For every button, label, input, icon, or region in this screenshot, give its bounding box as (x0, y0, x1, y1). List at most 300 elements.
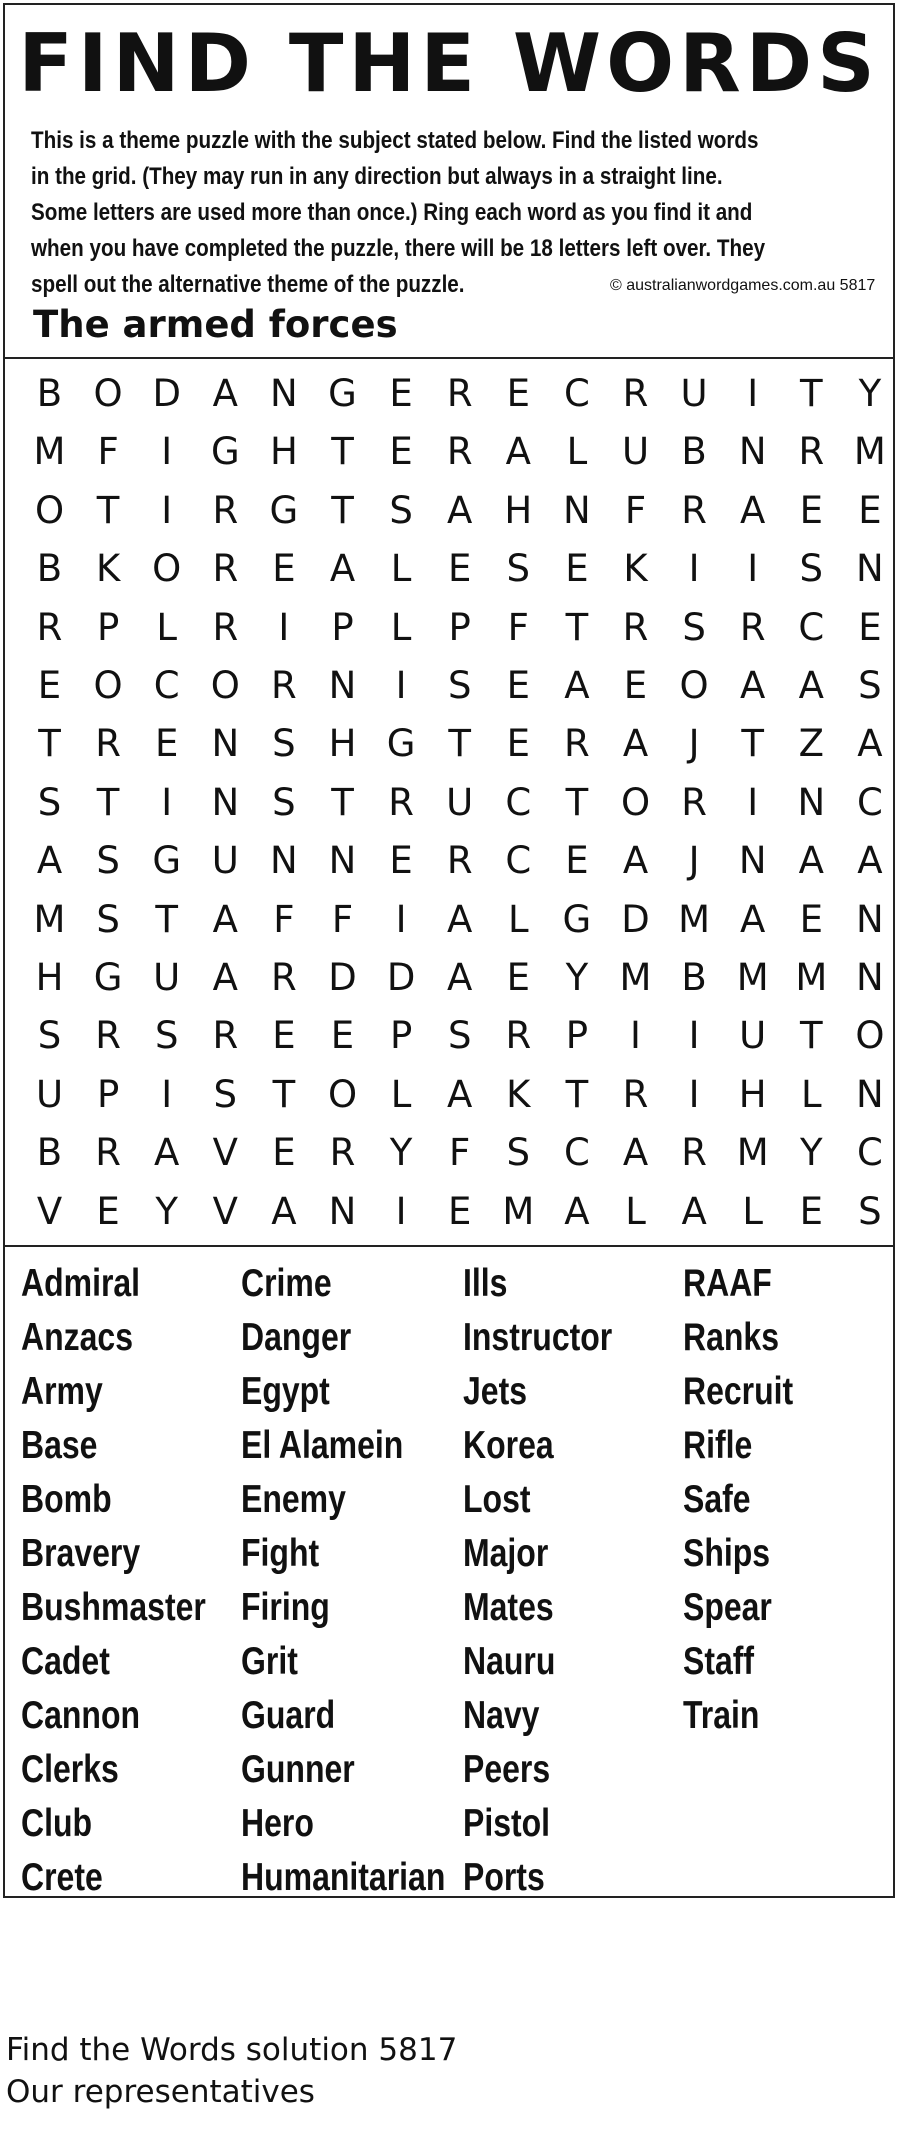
grid-letter: E (272, 547, 296, 591)
grid-letter: N (211, 722, 240, 766)
grid-letter: R (95, 722, 121, 766)
word-item: Instructor (463, 1316, 613, 1359)
grid-letter: H (35, 956, 64, 999)
grid-letter: M (33, 897, 66, 941)
grid-letter: F (273, 897, 295, 941)
grid-letter: V (212, 1189, 238, 1233)
word-item: Base (21, 1424, 98, 1467)
word-item: Peers (463, 1748, 551, 1791)
grid-letter: O (620, 780, 651, 824)
grid-letter: A (329, 547, 356, 591)
word-item: Humanitarian (241, 1856, 446, 1899)
grid-letter: E (858, 605, 882, 649)
grid-letter: G (210, 430, 240, 474)
grid-letter: L (566, 430, 588, 474)
grid-letter: E (565, 547, 589, 591)
grid-letter: I (395, 897, 407, 941)
grid-letter: E (272, 1014, 296, 1058)
grid-letter: S (447, 1014, 472, 1058)
word-item: Ports (463, 1856, 545, 1899)
grid-row (5, 657, 893, 715)
grid-letter: D (152, 372, 181, 415)
word-item: Navy (463, 1694, 540, 1737)
grid-letter: L (742, 1189, 763, 1233)
grid-letter: N (856, 1072, 884, 1116)
grid-letter: L (625, 1189, 646, 1233)
grid-letter: L (390, 605, 412, 649)
grid-letter: H (504, 488, 533, 532)
grid-letter: K (506, 1072, 531, 1116)
grid-letter: A (212, 372, 238, 415)
grid-letter: S (213, 1072, 238, 1116)
grid-letter: R (95, 1131, 121, 1175)
grid-letter: N (211, 780, 240, 824)
grid-letter: D (621, 897, 650, 941)
grid-letter: G (269, 488, 299, 532)
grid-letter: R (446, 372, 473, 415)
word-item: Guard (241, 1694, 336, 1737)
grid-letter: S (506, 547, 531, 591)
solution-label: Find the Words solution 5817 (6, 2032, 458, 2068)
word-item: Jets (463, 1370, 528, 1413)
grid-letter: N (328, 839, 357, 883)
grid-letter: R (212, 547, 239, 591)
grid-letter: T (565, 780, 589, 824)
grid-letter: I (688, 1014, 700, 1058)
grid-letter: F (624, 488, 647, 532)
grid-letter: O (679, 664, 709, 707)
grid-letter: U (211, 839, 239, 883)
grid-letter: H (269, 430, 298, 474)
grid-letter: J (688, 839, 700, 883)
instructions-line: This is a theme puzzle with the subject stated below. Find the listed words (31, 127, 759, 154)
grid-letter: P (96, 605, 120, 649)
grid-letter: T (96, 488, 120, 532)
grid-letter: H (738, 1072, 767, 1116)
grid-letter: O (93, 372, 123, 415)
grid-letter: M (678, 897, 711, 941)
grid-letter: C (153, 664, 180, 707)
word-item: Pistol (463, 1802, 551, 1845)
grid-letter: S (389, 488, 413, 532)
grid-letter: G (562, 897, 592, 941)
grid-row (5, 540, 893, 598)
grid-letter: N (856, 956, 884, 999)
grid-letter: R (271, 956, 297, 999)
grid-letter: R (622, 605, 649, 649)
word-item: Firing (241, 1586, 330, 1629)
grid-letter: R (446, 430, 473, 474)
puzzle-title: FIND THE WORDS (18, 17, 880, 110)
grid-letter: O (327, 1072, 358, 1116)
word-item: Major (463, 1532, 549, 1575)
grid-letter: B (36, 547, 63, 591)
grid-letter: O (34, 488, 65, 532)
grid-letter: A (447, 897, 473, 941)
grid-letter: S (96, 897, 120, 941)
grid-letter: Y (389, 1131, 413, 1175)
grid-letter: C (563, 372, 590, 415)
grid-letter: N (797, 780, 826, 824)
grid-letter: T (799, 372, 823, 415)
grid-letter: C (505, 780, 532, 824)
grid-letter: I (395, 1189, 407, 1233)
instructions-line: in the grid. (They may run in any direction but always in a straight line. (31, 163, 723, 190)
grid-row (5, 365, 893, 423)
grid-letter: A (212, 897, 238, 941)
grid-letter: Y (565, 956, 589, 999)
grid-letter: M (502, 1189, 535, 1233)
grid-letter: E (37, 664, 62, 707)
puzzle-frame (3, 3, 895, 1898)
letter-grid (5, 365, 893, 1241)
grid-letter: S (858, 664, 882, 707)
grid-letter: G (386, 722, 416, 766)
grid-letter: T (565, 605, 589, 649)
word-column (21, 1257, 246, 1905)
grid-letter: S (858, 1189, 882, 1233)
grid-row (5, 891, 893, 949)
word-item: Train (683, 1694, 760, 1737)
word-column (463, 1257, 645, 1905)
grid-letter: T (331, 780, 354, 824)
word-item: Admiral (21, 1262, 141, 1305)
word-item: Grit (241, 1640, 298, 1683)
grid-letter: A (622, 1131, 649, 1175)
grid-letter: S (506, 1131, 531, 1175)
grid-letter: A (857, 722, 883, 766)
grid-letter: O (210, 664, 240, 707)
grid-row (5, 1007, 893, 1065)
grid-letter: O (855, 1014, 885, 1058)
grid-letter: N (328, 1189, 357, 1233)
grid-letter: F (331, 897, 354, 941)
representatives-label: Our representatives (6, 2074, 315, 2110)
grid-letter: R (271, 664, 297, 707)
grid-letter: A (154, 1131, 180, 1175)
grid-letter: L (156, 605, 177, 649)
grid-letter: R (681, 780, 707, 824)
grid-letter: S (96, 839, 120, 883)
word-item: Rifle (683, 1424, 753, 1467)
grid-letter: V (212, 1131, 238, 1175)
grid-letter: P (448, 605, 471, 649)
grid-letter: E (389, 430, 413, 474)
grid-letter: T (448, 722, 471, 766)
word-item: Bomb (21, 1478, 112, 1521)
grid-letter: E (447, 1189, 472, 1233)
word-item: Clerks (21, 1748, 119, 1791)
grid-letter: B (681, 430, 707, 474)
word-item: RAAF (683, 1262, 772, 1305)
grid-letter: R (388, 780, 414, 824)
grid-letter: O (93, 664, 123, 707)
grid-letter: C (505, 839, 532, 883)
grid-row (5, 715, 893, 773)
grid-letter: A (798, 664, 824, 707)
word-item: Crete (21, 1856, 103, 1899)
grid-letter: A (447, 1072, 473, 1116)
grid-letter: T (331, 488, 354, 532)
grid-letter: H (328, 722, 357, 766)
grid-letter: T (38, 722, 61, 766)
grid-letter: A (740, 664, 766, 707)
grid-letter: G (152, 839, 182, 883)
grid-letter: R (446, 839, 473, 883)
word-item: Club (21, 1802, 93, 1845)
grid-letter: I (688, 1072, 700, 1116)
word-item: Mates (463, 1586, 554, 1629)
word-item: Hero (241, 1802, 314, 1845)
grid-letter: E (565, 839, 589, 883)
grid-letter: D (328, 956, 357, 999)
grid-letter: E (506, 664, 530, 707)
grid-letter: N (856, 547, 884, 591)
grid-letter: T (741, 722, 764, 766)
grid-letter: A (740, 488, 766, 532)
grid-letter: R (36, 605, 63, 649)
word-item: Army (21, 1370, 103, 1413)
grid-letter: Z (798, 722, 824, 766)
grid-letter: M (736, 956, 769, 999)
grid-letter: M (736, 1131, 769, 1175)
grid-letter: I (395, 664, 407, 707)
grid-letter: I (747, 372, 759, 415)
grid-letter: A (564, 1189, 590, 1233)
grid-letter: S (272, 722, 296, 766)
grid-letter: N (563, 488, 591, 532)
grid-letter: I (161, 488, 173, 532)
grid-letter: O (152, 547, 182, 591)
grid-letter: B (36, 372, 63, 415)
grid-row (5, 423, 893, 481)
grid-letter: A (622, 722, 649, 766)
grid-letter: R (212, 605, 239, 649)
word-item: Safe (683, 1478, 751, 1521)
grid-letter: T (96, 780, 120, 824)
grid-letter: N (328, 664, 357, 707)
grid-letter: L (390, 1072, 412, 1116)
grid-letter: M (853, 430, 886, 474)
grid-letter: R (681, 1131, 707, 1175)
grid-letter: E (799, 488, 823, 532)
grid-letter: B (36, 1131, 63, 1175)
grid-letter: Y (858, 372, 882, 415)
grid-letter: S (154, 1014, 179, 1058)
grid-letter: I (161, 780, 173, 824)
grid-letter: N (270, 839, 298, 883)
grid-letter: I (278, 605, 290, 649)
word-item: Ranks (683, 1316, 779, 1359)
grid-letter: N (856, 897, 884, 941)
grid-letter: N (738, 430, 767, 474)
word-item: Ships (683, 1532, 771, 1575)
grid-letter: S (447, 664, 472, 707)
grid-letter: R (95, 1014, 121, 1058)
grid-letter: E (506, 956, 530, 999)
grid-letter: N (738, 839, 767, 883)
grid-letter: A (447, 488, 473, 532)
grid-letter: K (95, 547, 121, 591)
grid-letter: E (330, 1014, 355, 1058)
grid-letter: E (858, 488, 882, 532)
grid-letter: R (622, 1072, 649, 1116)
grid-row (5, 599, 893, 657)
grid-letter: S (37, 1014, 62, 1058)
grid-letter: J (688, 722, 700, 766)
word-item: Crime (241, 1262, 332, 1305)
grid-letter: L (507, 897, 529, 941)
grid-letter: F (97, 430, 119, 474)
word-item: Recruit (683, 1370, 794, 1413)
grid-letter: U (621, 430, 650, 474)
grid-letter: B (681, 956, 707, 999)
grid-letter: U (739, 1014, 767, 1058)
grid-letter: C (856, 1131, 883, 1175)
grid-letter: R (505, 1014, 532, 1058)
puzzle-subject: The armed forces (33, 303, 398, 346)
grid-letter: A (212, 956, 238, 999)
grid-letter: R (329, 1131, 356, 1175)
grid-letter: I (688, 547, 700, 591)
grid-letter: S (682, 605, 706, 649)
grid-letter: F (507, 605, 529, 649)
word-item: Fight (241, 1532, 320, 1575)
word-item: Staff (683, 1640, 755, 1683)
grid-letter: A (564, 664, 590, 707)
instructions (31, 123, 878, 303)
word-item: Nauru (463, 1640, 556, 1683)
grid-letter: S (37, 780, 62, 824)
grid-letter: A (622, 839, 649, 883)
grid-letter: C (856, 780, 883, 824)
grid-row (5, 949, 893, 1007)
word-item: Bravery (21, 1532, 141, 1575)
word-list (5, 1257, 893, 1897)
word-item: Bushmaster (21, 1586, 206, 1629)
grid-letter: S (272, 780, 296, 824)
grid-letter: R (212, 1014, 239, 1058)
grid-letter: U (153, 956, 181, 999)
grid-letter: E (272, 1131, 296, 1175)
grid-letter: E (799, 897, 823, 941)
grid-letter: P (96, 1072, 120, 1116)
grid-letter: M (619, 956, 652, 999)
word-item: Spear (683, 1586, 772, 1629)
grid-letter: P (331, 605, 354, 649)
grid-row (5, 482, 893, 540)
divider (5, 357, 893, 359)
word-item: Enemy (241, 1478, 346, 1521)
grid-letter: S (799, 547, 824, 591)
word-item: El Alamein (241, 1424, 404, 1467)
grid-letter: Y (155, 1189, 178, 1233)
grid-letter: I (161, 1072, 173, 1116)
grid-letter: M (795, 956, 828, 999)
word-item: Cadet (21, 1640, 110, 1683)
grid-letter: P (389, 1014, 413, 1058)
word-item: Lost (463, 1478, 531, 1521)
grid-letter: P (565, 1014, 589, 1058)
word-item: Ills (463, 1262, 508, 1305)
grid-letter: I (747, 780, 759, 824)
grid-letter: T (565, 1072, 589, 1116)
word-column (241, 1257, 490, 1905)
grid-letter: C (563, 1131, 590, 1175)
grid-row (5, 774, 893, 832)
grid-letter: I (630, 1014, 641, 1058)
instructions-line: spell out the alternative theme of the puzzle. (31, 271, 465, 298)
grid-letter: R (212, 488, 239, 532)
word-item: Korea (463, 1424, 554, 1467)
instructions-line: Some letters are used more than once.) Ring each word as you find it and (31, 199, 753, 226)
grid-letter: A (271, 1189, 297, 1233)
grid-letter: T (155, 897, 178, 941)
grid-letter: V (36, 1189, 63, 1233)
grid-letter: R (564, 722, 590, 766)
grid-letter: A (447, 956, 473, 999)
grid-letter: M (33, 430, 66, 474)
grid-letter: A (505, 430, 531, 474)
grid-letter: A (36, 839, 63, 883)
word-item: Danger (241, 1316, 352, 1359)
grid-letter: I (747, 547, 759, 591)
grid-letter: U (446, 780, 474, 824)
grid-letter: T (272, 1072, 296, 1116)
grid-row (5, 1124, 893, 1182)
grid-letter: Y (799, 1131, 823, 1175)
grid-letter: I (161, 430, 173, 474)
grid-letter: E (506, 372, 530, 415)
grid-letter: R (622, 372, 649, 415)
grid-letter: D (386, 956, 416, 999)
grid-letter: F (449, 1131, 471, 1175)
grid-letter: K (623, 547, 648, 591)
grid-letter: G (93, 956, 123, 999)
grid-letter: G (328, 372, 357, 415)
grid-letter: E (447, 547, 472, 591)
grid-letter: L (800, 1072, 822, 1116)
grid-letter: C (798, 605, 825, 649)
instructions-line: when you have completed the puzzle, there will be 18 letters left over. They (31, 235, 766, 262)
word-item: Gunner (241, 1748, 355, 1791)
grid-row (5, 1183, 893, 1241)
grid-letter: E (389, 372, 413, 415)
divider (5, 1245, 893, 1247)
grid-letter: E (389, 839, 413, 883)
word-item: Anzacs (21, 1316, 133, 1359)
word-item: Cannon (21, 1694, 141, 1737)
word-item: Egypt (241, 1370, 330, 1413)
grid-letter: E (96, 1189, 120, 1233)
grid-letter: R (681, 488, 707, 532)
grid-letter: A (798, 839, 824, 883)
grid-letter: T (331, 430, 354, 474)
grid-row (5, 1066, 893, 1124)
word-column (683, 1257, 817, 1743)
grid-letter: U (680, 372, 708, 415)
grid-letter: R (739, 605, 766, 649)
copyright-notice: © australianwordgames.com.au 5817 (610, 277, 876, 294)
grid-letter: E (799, 1189, 823, 1233)
grid-letter: T (799, 1014, 823, 1058)
grid-letter: A (857, 839, 883, 883)
grid-letter: U (35, 1072, 64, 1116)
grid-letter: E (623, 664, 648, 707)
grid-letter: E (154, 722, 179, 766)
grid-letter: N (270, 372, 298, 415)
grid-letter: A (681, 1189, 707, 1233)
